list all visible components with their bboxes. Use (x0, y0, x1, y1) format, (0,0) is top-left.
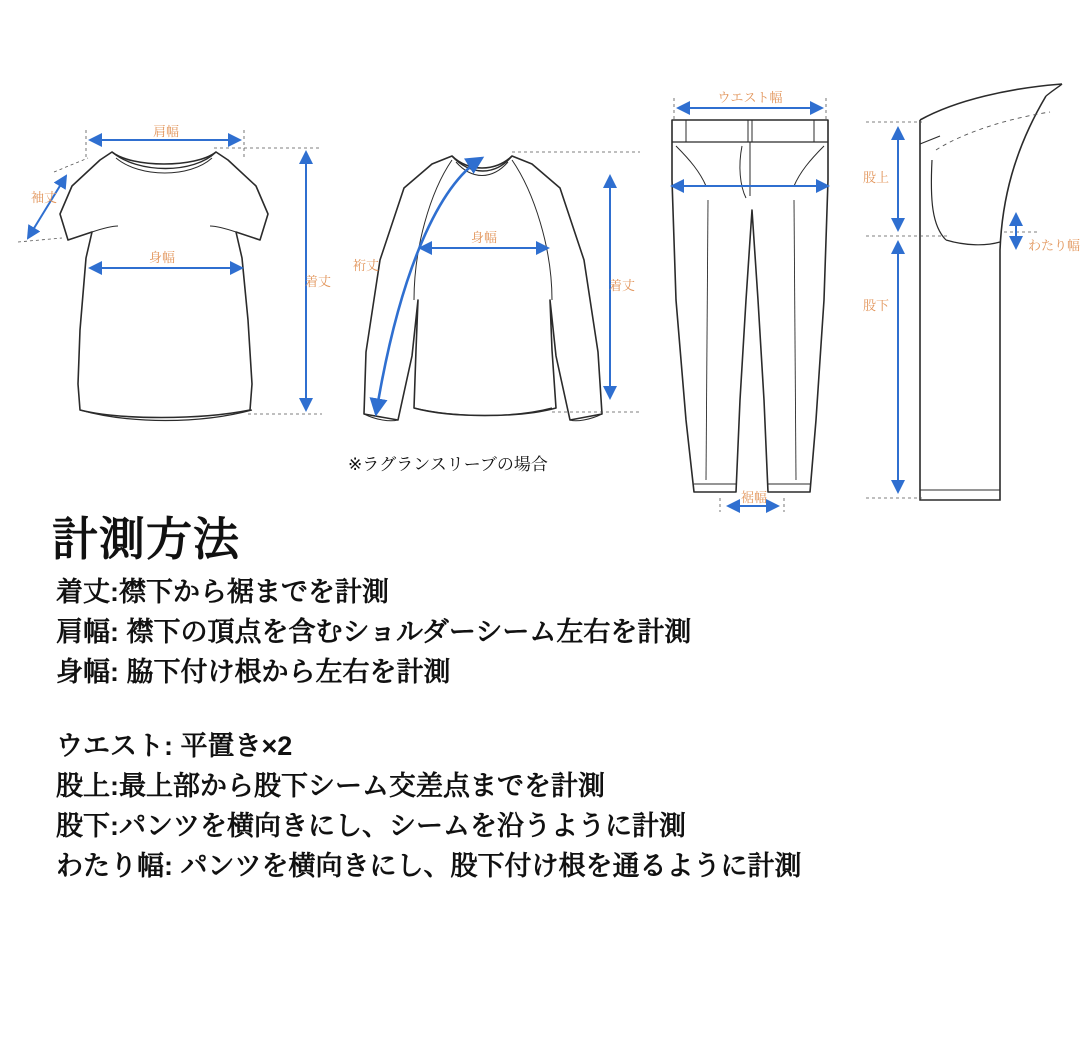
list-item: ウエスト: 平置き×2 (56, 731, 293, 762)
rise-label: 股上 (862, 170, 890, 185)
list-item: 身幅: 脇下付け根から左右を計測 (56, 657, 451, 688)
tshirt-body-width-label: 身幅 (148, 250, 176, 265)
list-item: 股上:最上部から股下シーム交差点までを計測 (56, 771, 605, 801)
measurement-instructions (0, 512, 1080, 887)
sleeve-length-label: 袖丈 (30, 190, 58, 205)
list-item: わたり幅: パンツを横向きにし、股下付け根を通るように計測 (56, 850, 802, 881)
yuki-length-label: 裄丈 (352, 258, 380, 273)
waist-width-label: ウエスト幅 (717, 90, 783, 105)
list-item: 肩幅: 襟下の頂点を含むショルダーシーム左右を計測 (56, 617, 692, 648)
thigh-width-label: わたり幅 (1028, 238, 1080, 253)
pants-front-illustration (672, 90, 828, 512)
tshirt-length-label: 着丈 (304, 274, 332, 289)
sleeve-length-arrow (28, 176, 66, 238)
list-item: 股下:パンツを横向きにし、シームを沿うように計測 (56, 810, 686, 841)
raglan-length-label: 着丈 (608, 278, 636, 293)
raglan-illustration (348, 152, 640, 474)
shoulder-width-label: 肩幅 (152, 124, 180, 139)
bottoms-instruction-list (0, 727, 1080, 887)
page-title: 計測方法 (52, 513, 240, 565)
yuki-length-arrow (376, 158, 482, 414)
hem-width-label: 裾幅 (740, 490, 768, 505)
raglan-note: ※ラグランスリーブの場合 (348, 455, 548, 474)
measurement-diagram (0, 0, 1080, 520)
tshirt-illustration (18, 124, 331, 421)
tops-instruction-list (0, 573, 1080, 693)
section-spacer (0, 693, 1080, 727)
raglan-body-width-label: 身幅 (470, 230, 498, 245)
inseam-label: 股下 (862, 298, 890, 313)
pants-side-illustration (863, 84, 1080, 500)
list-item: 着丈:襟下から裾までを計測 (56, 577, 389, 608)
